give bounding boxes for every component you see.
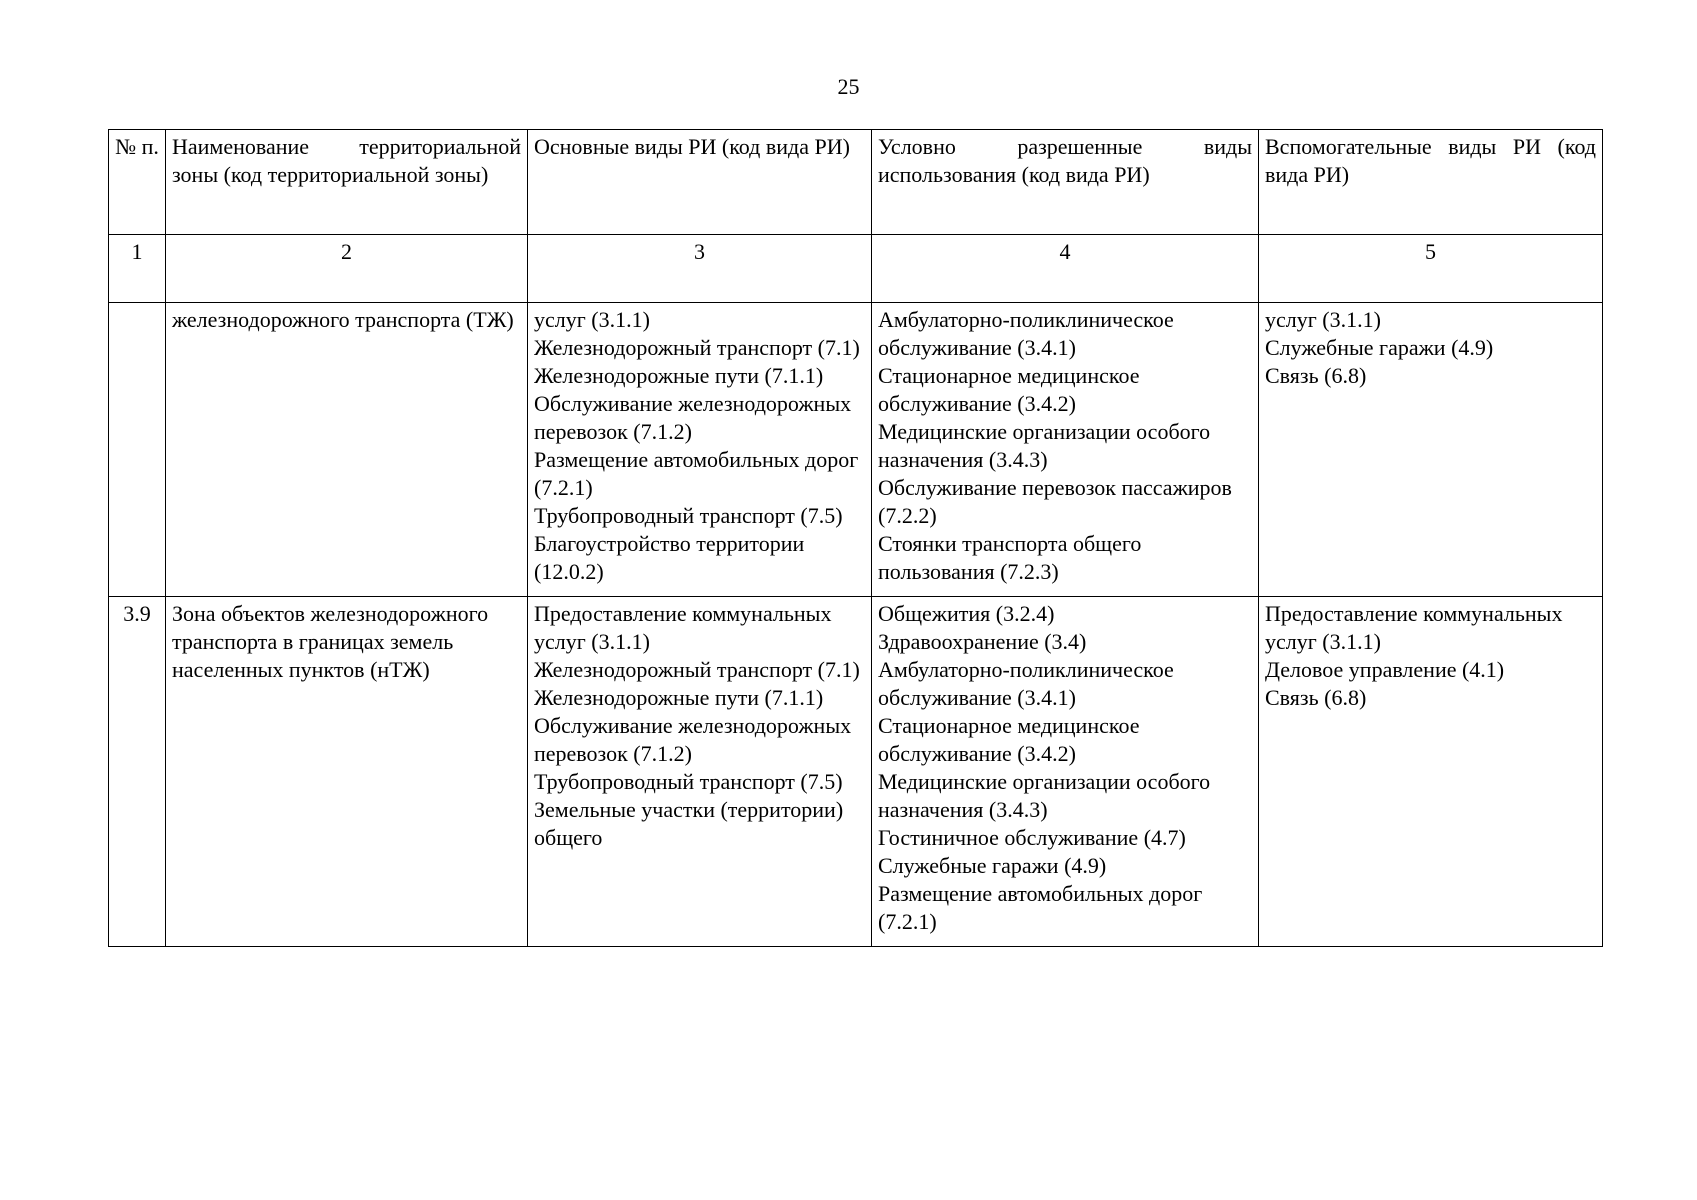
row-number: 3.9 bbox=[109, 597, 166, 947]
list-item: Обслуживание железнодорожных перевозок (7.1.2) bbox=[534, 391, 852, 444]
header-number: № п. bbox=[109, 130, 166, 235]
list-item: Здравоохранение (3.4) bbox=[878, 629, 1087, 654]
header-main-uses: Основные виды РИ (код вида РИ) bbox=[528, 130, 872, 235]
header-zone-name: Наименование территориальной зоны (код территориальной зоны) bbox=[166, 130, 528, 235]
list-item: Железнодорожный транспорт (7.1) bbox=[534, 335, 860, 360]
main-uses-cell bbox=[528, 597, 872, 947]
list-item: Размещение автомобильных дорог (7.2.1) bbox=[534, 447, 859, 500]
list-item: Связь (6.8) bbox=[1265, 685, 1367, 710]
list-item: Размещение автомобильных дорог (7.2.1) bbox=[878, 881, 1203, 934]
list-item: Предоставление коммунальных услуг (3.1.1) bbox=[1265, 601, 1563, 654]
conditional-uses-cell bbox=[872, 597, 1259, 947]
list-item: услуг (3.1.1) bbox=[1265, 307, 1381, 332]
list-item: Служебные гаражи (4.9) bbox=[878, 853, 1107, 878]
list-item: Медицинские организации особого назначения (3.4.3) bbox=[878, 769, 1211, 822]
table-header-row bbox=[109, 130, 1603, 235]
column-numbers-row bbox=[109, 235, 1603, 303]
list-item: Предоставление коммунальных услуг (3.1.1) bbox=[534, 601, 832, 654]
list-item: Амбулаторно-поликлиническое обслуживание (3.4.1) bbox=[878, 657, 1174, 710]
main-uses-cell bbox=[528, 303, 872, 597]
list-item: Железнодорожный транспорт (7.1) bbox=[534, 657, 860, 682]
list-item: Гостиничное обслуживание (4.7) bbox=[878, 825, 1186, 850]
list-item: Трубопроводный транспорт (7.5) bbox=[534, 769, 843, 794]
page-number: 25 bbox=[837, 74, 860, 99]
column-number: 4 bbox=[872, 235, 1259, 303]
list-item: Служебные гаражи (4.9) bbox=[1265, 335, 1494, 360]
auxiliary-uses-cell bbox=[1259, 597, 1603, 947]
row-number bbox=[109, 303, 166, 597]
table-row bbox=[109, 597, 1603, 947]
list-item: Деловое управление (4.1) bbox=[1265, 657, 1505, 682]
list-item: Благоустройство территории (12.0.2) bbox=[534, 531, 805, 584]
column-number: 2 bbox=[166, 235, 528, 303]
list-item: Стационарное медицинское обслуживание (3.4.2) bbox=[878, 363, 1140, 416]
table-row bbox=[109, 303, 1603, 597]
list-item: Трубопроводный транспорт (7.5) bbox=[534, 503, 843, 528]
zone-name: Зона объектов железнодорожного транспорта в границах земель населенных пунктов (нТЖ) bbox=[166, 597, 528, 947]
list-item: Амбулаторно-поликлиническое обслуживание (3.4.1) bbox=[878, 307, 1174, 360]
list-item: Общежития (3.2.4) bbox=[878, 601, 1055, 626]
zoning-table bbox=[108, 129, 1603, 947]
column-number: 1 bbox=[109, 235, 166, 303]
column-number: 3 bbox=[528, 235, 872, 303]
list-item: Земельные участки (территории) общего bbox=[534, 797, 844, 850]
list-item: Железнодорожные пути (7.1.1) bbox=[534, 685, 824, 710]
list-item: Стоянки транспорта общего пользования (7.2.3) bbox=[878, 531, 1142, 584]
column-number: 5 bbox=[1259, 235, 1603, 303]
header-conditional-uses: Условно разрешенные виды использования (код вида РИ) bbox=[872, 130, 1259, 235]
conditional-uses-cell bbox=[872, 303, 1259, 597]
list-item: Обслуживание перевозок пассажиров (7.2.2) bbox=[878, 475, 1232, 528]
auxiliary-uses-cell bbox=[1259, 303, 1603, 597]
list-item: услуг (3.1.1) bbox=[534, 307, 650, 332]
list-item: Медицинские организации особого назначения (3.4.3) bbox=[878, 419, 1211, 472]
list-item: Железнодорожные пути (7.1.1) bbox=[534, 363, 824, 388]
zone-name: железнодорожного транспорта (ТЖ) bbox=[166, 303, 528, 597]
header-auxiliary-uses: Вспомогательные виды РИ (код вида РИ) bbox=[1259, 130, 1603, 235]
list-item: Стационарное медицинское обслуживание (3.4.2) bbox=[878, 713, 1140, 766]
list-item: Обслуживание железнодорожных перевозок (7.1.2) bbox=[534, 713, 852, 766]
list-item: Связь (6.8) bbox=[1265, 363, 1367, 388]
